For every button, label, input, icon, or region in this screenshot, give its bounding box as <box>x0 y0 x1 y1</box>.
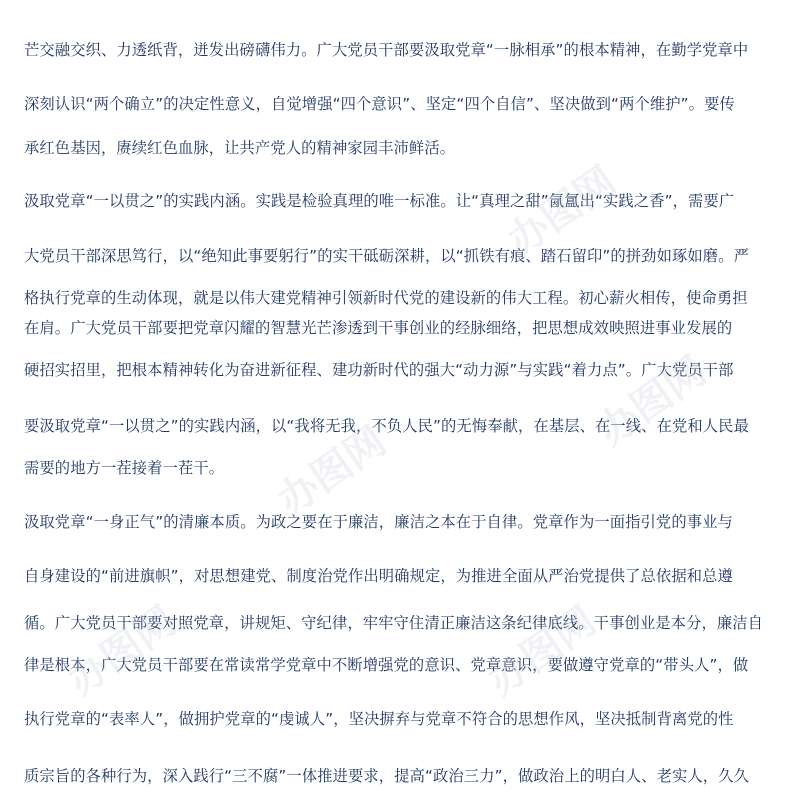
text-line: 汲取党章“一以贯之”的实践内涵。实践是检验真理的唯一标准。让“真理之甜”氤氲出“实践之香”，需要广 <box>24 192 735 210</box>
watermark: 办图网 <box>479 598 605 705</box>
text-line: 需要的地方一茬接着一茬干。 <box>24 459 225 477</box>
text-line: 质宗旨的各种行为，深入践行“三不腐”一体推进要求，提高“政治三力”，做政治上的明白人、老实人，久久 <box>24 767 749 785</box>
text-line: 要汲取党章“一以贯之”的实践内涵，以“我将无我，不负人民”的无悔奉献，在基层、在一线、在党和人民最 <box>24 417 749 435</box>
text-line: 汲取党章“一身正气”的清廉本质。为政之要在于廉洁，廉洁之本在于自律。党章作为一面指引党的事业与 <box>24 513 733 531</box>
text-line: 自身建设的“前进旗帜”，对思想建党、制度治党作出明确规定，为推进全面从严治党提供了总依据和总遵 <box>24 567 733 585</box>
text-line: 循。广大党员干部要对照党章，讲规矩、守纪律，牢牢守住清正廉洁这条纪律底线。干事创业是本分，廉洁自 <box>24 614 764 632</box>
text-line: 硬招实招里，把根本精神转化为奋进新征程、建功新时代的强大“动力源”与实践“着力点”。广大党员干部 <box>24 361 734 379</box>
text-line: 深刻认识“两个确立”的决定性意义，自觉增强“四个意识”、坚定“四个自信”、坚决做到“两个维护”。要传 <box>24 95 735 113</box>
text-line: 承红色基因，赓续红色血脉，让共产党人的精神家园丰沛鲜活。 <box>24 139 456 157</box>
text-line: 格执行党章的生动体现，就是以伟大建党精神引领新时代党的建设新的伟大工程。初心薪火相传，使命勇担 <box>24 289 748 307</box>
watermark: 办图网 <box>269 418 395 525</box>
watermark: 办图网 <box>499 158 625 265</box>
text-line: 律是根本，广大党员干部要在常读常学党章中不断增强党的意识、党章意识，要做遵守党章的“带头人”，做 <box>24 656 749 674</box>
text-line: 芒交融交织、力透纸背，迸发出磅礴伟力。广大党员干部要汲取党章“一脉相承”的根本精神，在勤学党章中 <box>24 41 749 59</box>
text-line: 在肩。广大党员干部要把党章闪耀的智慧光芒渗透到干事创业的经脉细络，把思想成效映照进事业发展的 <box>24 319 733 337</box>
text-line: 大党员干部深思笃行，以“绝知此事要躬行”的实干砥砺深耕，以“抓铁有痕、踏石留印”的拼劲如琢如磨。严 <box>24 247 749 265</box>
text-line: 执行党章的“表率人”，做拥护党章的“虔诚人”，坚决摒弃与党章不符合的思想作风，坚决抵制背离党的性 <box>24 710 734 728</box>
watermark: 办图网 <box>589 348 715 455</box>
watermark: 办图网 <box>59 598 185 705</box>
